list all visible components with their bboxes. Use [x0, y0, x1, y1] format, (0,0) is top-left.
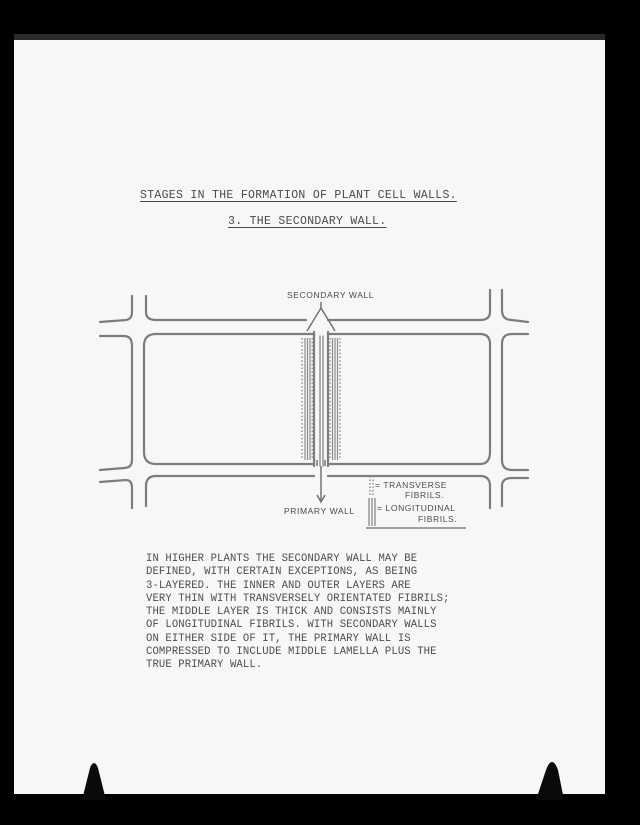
neighbor-cell-bottom-mid-left [146, 476, 314, 506]
legend-longitudinal-line1: = LONGITUDINAL [377, 503, 456, 513]
body-line: THE MIDDLE LAYER IS THICK AND CONSISTS MAINLY [146, 606, 437, 619]
neighbor-cell-top-left [100, 296, 132, 322]
primary-wall-arrow [317, 460, 325, 502]
neighbor-cell-top-mid-left [146, 296, 306, 320]
body-line: TRUE PRIMARY WALL. [146, 659, 263, 672]
secondary-wall-label: SECONDARY WALL [287, 290, 375, 300]
legend-transverse-line2: FIBRILS. [405, 490, 445, 500]
right-cell-outline [328, 334, 490, 464]
page-title: STAGES IN THE FORMATION OF PLANT CELL WALLS. [140, 189, 457, 202]
body-line: ON EITHER SIDE OF IT, THE PRIMARY WALL IS [146, 632, 411, 645]
legend-longitudinal-line2: FIBRILS. [418, 514, 458, 524]
primary-wall-label: PRIMARY WALL [284, 506, 355, 516]
secondary-wall-right [330, 338, 340, 460]
left-cell-outline [144, 334, 314, 464]
body-line: OF LONGITUDINAL FIBRILS. WITH SECONDARY WALLS [146, 619, 437, 632]
body-line: VERY THIN WITH TRANSVERSELY ORIENTATED FIBRILS; [146, 592, 450, 605]
body-line: DEFINED, WITH CERTAIN EXCEPTIONS, AS BEING [146, 566, 418, 579]
neighbor-cell-right [502, 334, 528, 470]
secondary-wall-arrow [307, 302, 335, 331]
neighbor-cell-top-right [502, 290, 528, 322]
cell-wall-diagram [14, 40, 605, 800]
body-line: COMPRESSED TO INCLUDE MIDDLE LAMELLA PLUS THE [146, 646, 437, 659]
film-tab-left [82, 763, 106, 800]
neighbor-cell-left [100, 336, 132, 470]
neighbor-cell-bottom-right [502, 478, 528, 506]
body-line: IN HIGHER PLANTS THE SECONDARY WALL MAY BE [146, 553, 418, 565]
legend-transverse-line1: = TRANSVERSE [375, 480, 447, 490]
body-line: 3-LAYERED. THE INNER AND OUTER LAYERS ARE [146, 579, 411, 592]
neighbor-cell-bottom-left [100, 480, 132, 508]
document-page [14, 34, 605, 794]
secondary-wall-left [302, 338, 312, 460]
page-subtitle: 3. THE SECONDARY WALL. [228, 215, 387, 228]
film-tab-right [536, 762, 564, 800]
body-paragraph [146, 553, 546, 673]
